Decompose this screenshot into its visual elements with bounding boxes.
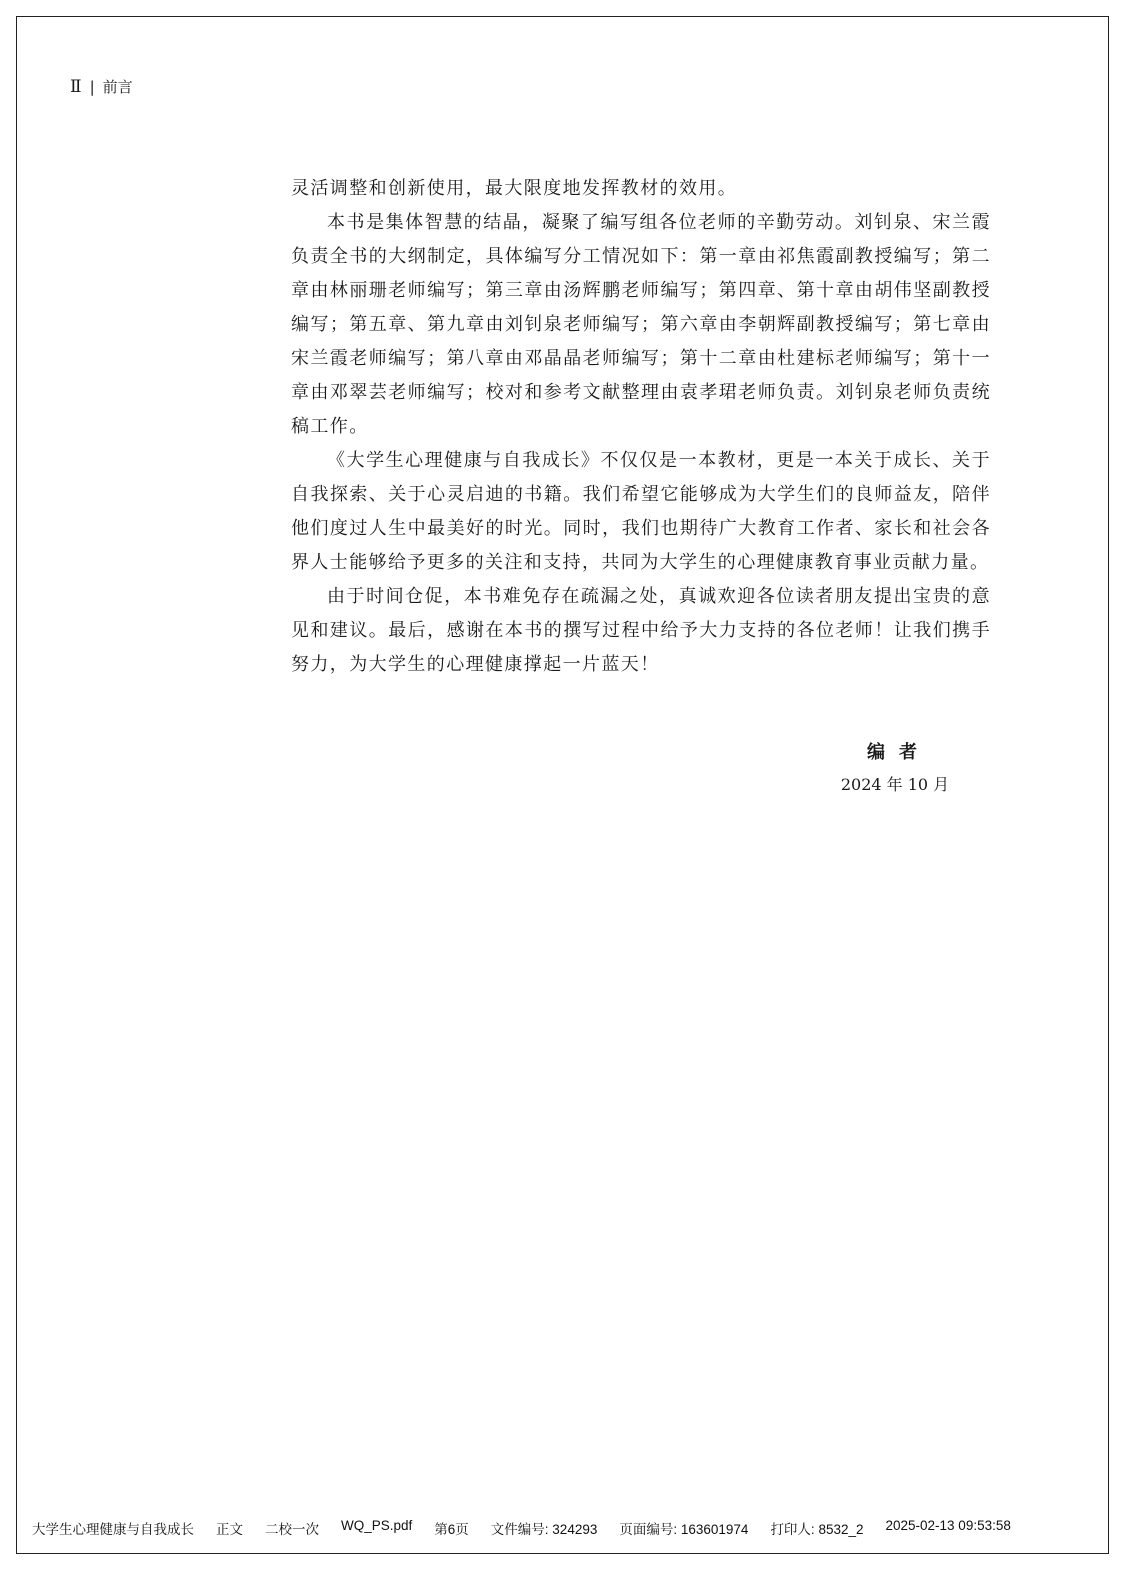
section-title: 前言 (102, 78, 133, 96)
paragraph-purpose: 《大学生心理健康与自我成长》不仅仅是一本教材，更是一本关于成长、关于自我探索、关于心灵启迪的书籍。我们希望它能够成为大学生们的良师益友，陪伴他们度过人生中最美好的时光。同时，我们也期待广大教育工作者、家长和社会各界人士能够给予更多的关注和支持，共同为大学生的心理健康教育事业贡献力量。 (291, 450, 991, 573)
footer-book-title: 大学生心理健康与自我成长 (32, 1522, 194, 1537)
footer-file-name: WQ_PS.pdf (341, 1518, 413, 1533)
editor-label: 编者 (867, 742, 931, 763)
signature-date: 2024 年 10 月 (840, 775, 950, 794)
footer-proof: 二校一次 (265, 1522, 319, 1537)
footer-file-no: 文件编号: 324293 (490, 1522, 598, 1537)
header-separator: | (89, 77, 95, 96)
paragraph-acknowledgement: 由于时间仓促，本书难免存在疏漏之处，真诚欢迎各位读者朋友提出宝贵的意见和建议。最后，感谢在本书的撰写过程中给予大力支持的各位老师！让我们携手努力，为大学生的心理健康撑起一片蓝天！ (291, 586, 991, 675)
preface-body (291, 172, 991, 682)
running-header (70, 76, 133, 97)
signature-block (840, 738, 950, 800)
footer-timestamp: 2025-02-13 09:53:58 (885, 1518, 1011, 1533)
footer-page: 第6页 (434, 1522, 469, 1537)
paragraph-authors: 本书是集体智慧的结晶，凝聚了编写组各位老师的辛勤劳动。刘钊泉、宋兰霞负责全书的大纲制定，具体编写分工情况如下：第一章由祁焦霞副教授编写；第二章由林丽珊老师编写；第三章由汤辉鹏老师编写；第四章、第十章由胡伟坚副教授编写；第五章、第九章由刘钊泉老师编写；第六章由李朝辉副教授编写；第七章由宋兰霞老师编写；第八章由邓晶晶老师编写；第十二章由杜建标老师编写；第十一章由邓翠芸老师编写；校对和参考文献整理由袁孝珺老师负责。刘钊泉老师负责统稿工作。 (291, 212, 991, 437)
footer-printer: 打印人: 8532_2 (770, 1522, 864, 1537)
footer-page-no: 页面编号: 163601974 (619, 1522, 749, 1537)
paragraph-continued: 灵活调整和创新使用，最大限度地发挥教材的效用。 (291, 178, 738, 199)
footer-section: 正文 (216, 1522, 243, 1537)
page-number: Ⅱ (70, 76, 82, 97)
print-footer (32, 1518, 1011, 1538)
